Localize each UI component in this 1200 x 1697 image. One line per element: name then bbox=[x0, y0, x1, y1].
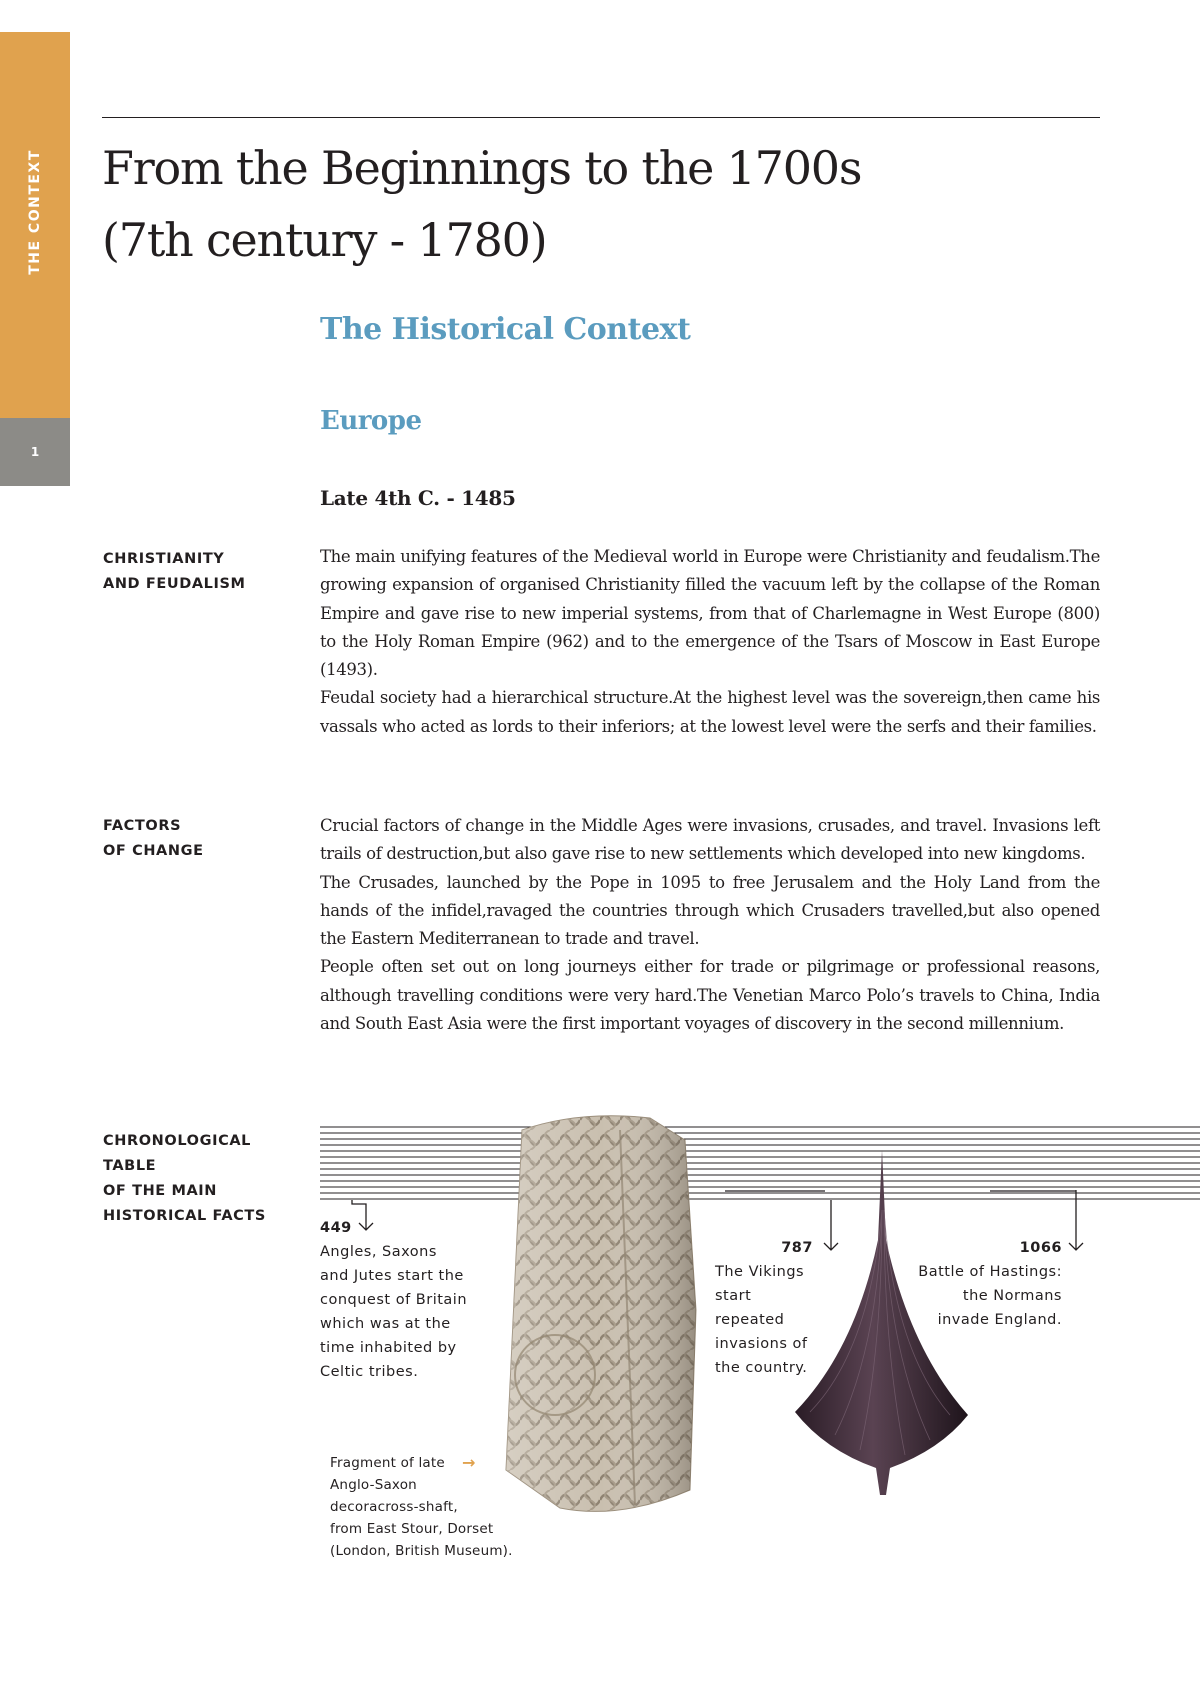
caption-line: Fragment of late bbox=[330, 1455, 445, 1471]
fact-line: which was at the bbox=[320, 1316, 451, 1332]
fact-line: the Normans bbox=[962, 1288, 1062, 1304]
page-number: 1 bbox=[0, 418, 70, 486]
chronology-label-line: OF THE MAIN bbox=[103, 1183, 218, 1199]
paragraph: The main unifying features of the Medieval world in Europe were Christianity and feudalism.The growing expansion of organised Christianity filled the vacuum left by the collapse of the Roman Empire and gave rise to new imperial systems, from that of Charlemagne in West Europe (800) to the Holy Roman Empire (962) and to the emergence of the Tsars of Moscow in East Europe (1493). bbox=[320, 547, 1100, 680]
title-line-1: From the Beginnings to the 1700s bbox=[102, 141, 862, 195]
fact-year: 787 bbox=[781, 1240, 813, 1256]
paragraph: People often set out on long journeys either for trade or pilgrimage or professional reasons, although travelling conditions were very hard.The Venetian Marco Polo’s travels to China, India and South East Asia were the first important voyages of discovery in the second millennium. bbox=[320, 957, 1100, 1034]
section-label-christianity bbox=[103, 547, 246, 597]
title-rule bbox=[102, 117, 1100, 118]
paragraph: Crucial factors of change in the Middle Ages were invasions, crusades, and travel. Invasions left trails of destruction,but also gave rise to new settlements which developed into new kingdoms. bbox=[320, 816, 1100, 864]
fact-line: Battle of Hastings: bbox=[918, 1264, 1062, 1280]
caption-line: (London, British Museum). bbox=[330, 1543, 513, 1559]
fact-line: The Vikings bbox=[715, 1264, 805, 1280]
paragraph: Feudal society had a hierarchical structure.At the highest level was the sovereign,then came his vassals who acted as lords to their inferiors; at the lowest level were the serfs and their families. bbox=[320, 688, 1100, 736]
section-label-line: CHRISTIANITY bbox=[103, 551, 225, 567]
paragraph: The Crusades, launched by the Pope in 1095 to free Jerusalem and the Holy Land from the hands of the infidel,ravaged the countries through which Crusaders travelled,but also opened the Eastern Mediterranean to trade and travel. bbox=[320, 872, 1100, 949]
arrow-down-icon bbox=[1063, 1190, 1089, 1254]
section-label-line: AND FEUDALISM bbox=[103, 576, 246, 592]
chapter-side-tab bbox=[0, 32, 70, 418]
caption-line: Anglo-Saxon bbox=[330, 1477, 417, 1493]
timeline-fact-787 bbox=[715, 1236, 815, 1380]
chronology-label-line: CHRONOLOGICAL bbox=[103, 1133, 251, 1149]
fact-line: Celtic tribes. bbox=[320, 1364, 419, 1380]
fact-line: conquest of Britain bbox=[320, 1292, 468, 1308]
fact-year: 449 bbox=[320, 1220, 352, 1236]
image-caption bbox=[330, 1452, 570, 1562]
period-heading: Late 4th C. - 1485 bbox=[320, 486, 516, 510]
sub-heading: Europe bbox=[320, 406, 422, 436]
section-label-factors bbox=[103, 814, 204, 864]
timeline-fact-1066 bbox=[900, 1236, 1062, 1332]
arrow-right-icon: → bbox=[462, 1453, 476, 1472]
fact-line: time inhabited by bbox=[320, 1340, 457, 1356]
section-label-line: OF CHANGE bbox=[103, 843, 204, 859]
section-body-factors bbox=[320, 812, 1100, 1038]
fact-line: invasions of bbox=[715, 1336, 808, 1352]
fact-line: start bbox=[715, 1288, 752, 1304]
caption-line: from East Stour, Dorset bbox=[330, 1521, 494, 1537]
chronology-label-line: HISTORICAL FACTS bbox=[103, 1208, 266, 1224]
section-heading: The Historical Context bbox=[320, 312, 691, 347]
fact-line: and Jutes start the bbox=[320, 1268, 464, 1284]
section-label-line: FACTORS bbox=[103, 818, 182, 834]
arrow-down-icon bbox=[818, 1200, 844, 1254]
section-body-christianity bbox=[320, 543, 1100, 741]
fact-year: 1066 bbox=[1019, 1240, 1062, 1256]
fact-line: repeated bbox=[715, 1312, 785, 1328]
title-line-2: (7th century - 1780) bbox=[102, 213, 547, 267]
page-title bbox=[102, 132, 1102, 276]
fact-line: the country. bbox=[715, 1360, 808, 1376]
timeline-fact-449 bbox=[320, 1216, 467, 1384]
chapter-tab-label: THE CONTEXT bbox=[27, 149, 43, 275]
timeline-bracket bbox=[990, 1190, 1080, 1194]
fact-line: Angles, Saxons bbox=[320, 1244, 437, 1260]
chronology-label-line: TABLE bbox=[103, 1158, 157, 1174]
chronology-label bbox=[103, 1129, 266, 1229]
timeline-bracket bbox=[725, 1190, 825, 1194]
fact-line: invade England. bbox=[937, 1312, 1062, 1328]
caption-line: decoracross-shaft, bbox=[330, 1499, 458, 1515]
